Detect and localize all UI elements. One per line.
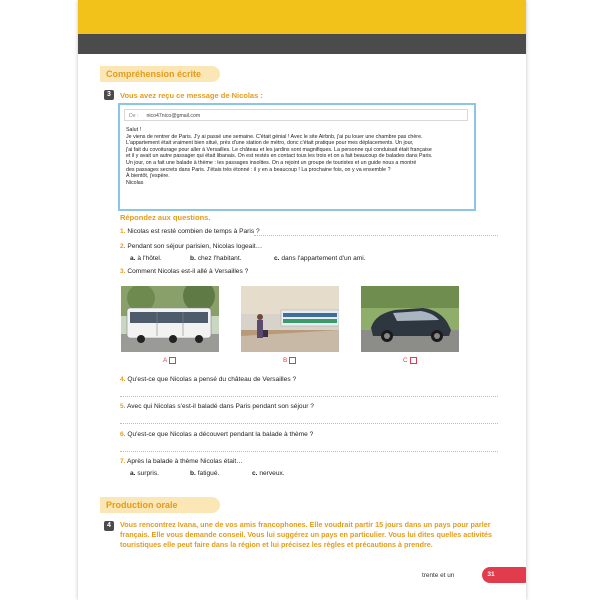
- exercise-title: Vous avez reçu ce message de Nicolas :: [120, 91, 263, 100]
- email-line: Salut !: [126, 127, 142, 133]
- option-key: a.: [130, 255, 136, 262]
- photo-label-a[interactable]: [163, 357, 176, 364]
- checkbox-icon[interactable]: [410, 357, 417, 364]
- question-7: [120, 458, 243, 465]
- answer-instructions: Répondez aux questions.: [120, 213, 211, 222]
- question-4: [120, 376, 296, 383]
- option-key: c.: [274, 255, 280, 262]
- answer-line: [120, 396, 498, 397]
- option-text: surpris.: [137, 470, 159, 477]
- question-number: 1.: [120, 228, 126, 235]
- option-c[interactable]: [252, 470, 285, 477]
- email-line: L'appartement était vraiment bien situé, près d'une station de métro, donc c'était pratique pour mes déplacements. Un jour,: [126, 140, 414, 147]
- question-1: [120, 228, 260, 235]
- page-number: 31: [487, 571, 495, 578]
- question-text: Qu'est-ce que Nicolas a découvert pendant la balade à thème ?: [127, 431, 314, 438]
- email-from-label: De :: [129, 113, 139, 119]
- option-text: dans l'appartement d'un ami.: [281, 255, 366, 262]
- option-b[interactable]: [190, 470, 219, 477]
- section-comprehension-ecrite: [100, 66, 220, 82]
- answer-line: [120, 451, 498, 452]
- car-photo: [361, 286, 459, 352]
- photo-label-c[interactable]: [403, 357, 417, 364]
- header-yellow-band: [78, 0, 526, 34]
- exercise-number-badge: 4: [104, 521, 114, 531]
- option-text: fatigué.: [197, 470, 220, 477]
- question-number: 7.: [120, 458, 126, 465]
- photo-letter: A: [163, 357, 168, 365]
- email-line: Nicolas: [126, 179, 144, 186]
- question-5: [120, 403, 314, 410]
- option-a[interactable]: [130, 255, 162, 262]
- question-2: [120, 243, 262, 250]
- question-text: Pendant son séjour parisien, Nicolas logeait…: [127, 243, 263, 250]
- photo-letter: B: [283, 357, 288, 365]
- textbook-page: [78, 0, 526, 600]
- email-from-field: [124, 109, 468, 121]
- exercise-4-prompt: Vous rencontrez Ivana, une de vos amis francophones. Elle voudrait partir 15 jours dans un pays pour parler français. Elle vous demande conseil. Vous lui suggérez un pays en particulier. Vous lui dites quelles activités touristiques elle peut faire dans la région et lui précisez les règles et précautions à prendre.: [120, 520, 493, 549]
- exercise-number-badge: 3: [104, 90, 114, 100]
- email-from-value: nico47nico@gmail.com: [146, 113, 201, 119]
- email-line: et il y avait un autre passager qui était libanais. On est restés en contact tous les trois et on a fait beaucoup de balades dans Paris.: [126, 153, 433, 160]
- checkbox-icon[interactable]: [169, 357, 176, 364]
- question-number: 2.: [120, 243, 126, 250]
- option-key: b.: [190, 470, 196, 477]
- question-text: Nicolas est resté combien de temps à Paris ?: [127, 228, 260, 235]
- option-text: chez l'habitant.: [197, 255, 242, 262]
- header-gray-band: [78, 34, 526, 54]
- question-text: Comment Nicolas est-il allé à Versailles ?: [127, 268, 249, 275]
- email-message-box: [118, 103, 476, 211]
- photo-label-b[interactable]: [283, 357, 296, 364]
- email-line: j'ai fait du covoiturage pour aller à Versailles. Le château et les jardins sont magnifiques. La personne qui conduisait était française: [126, 146, 432, 153]
- question-3: [120, 268, 248, 275]
- question-number: 3.: [120, 268, 126, 275]
- section-title: Compréhension écrite: [106, 69, 202, 79]
- option-key: b.: [190, 255, 196, 262]
- option-key: a.: [130, 470, 136, 477]
- option-text: nerveux.: [259, 470, 285, 477]
- email-line: À bientôt, j'espère.: [126, 173, 170, 180]
- answer-line: [120, 423, 498, 424]
- option-text: à l'hôtel.: [137, 255, 162, 262]
- email-line: Je viens de rentrer de Paris. J'y ai passé une semaine. C'était génial ! Avec le site Airbnb, j'ai pu louer une chambre pas chère.: [126, 133, 423, 140]
- bus-photo: [121, 286, 219, 352]
- checkbox-icon[interactable]: [289, 357, 296, 364]
- section-title: Production orale: [106, 500, 178, 510]
- question-6: [120, 431, 313, 438]
- answer-line: [254, 235, 498, 236]
- email-body: [126, 127, 470, 186]
- email-line: des passages secrets dans Paris. J'étais très étonné : il y en a beaucoup ! La prochaine fois, on y va ensemble ?: [126, 166, 391, 173]
- question-text: Qu'est-ce que Nicolas a pensé du château de Versailles ?: [127, 376, 297, 383]
- email-line: Un jour, on a fait une balade à thème : les passages insolites. On a rejoint un groupe de touristes et un guide nous a montré: [126, 159, 417, 166]
- option-key: c.: [252, 470, 258, 477]
- question-number: 4.: [120, 376, 126, 383]
- photo-letter: C: [403, 357, 408, 365]
- option-a[interactable]: [130, 470, 159, 477]
- question-text: Après la balade à thème Nicolas était…: [126, 458, 243, 465]
- metro-photo: [241, 286, 339, 352]
- page-number-words: trente et un: [422, 572, 455, 579]
- option-c[interactable]: [274, 255, 366, 262]
- question-number: 5.: [120, 403, 126, 410]
- question-number: 6.: [120, 431, 126, 438]
- section-production-orale: [100, 497, 220, 513]
- option-b[interactable]: [190, 255, 242, 262]
- question-text: Avec qui Nicolas s'est-il baladé dans Paris pendant son séjour ?: [126, 403, 314, 410]
